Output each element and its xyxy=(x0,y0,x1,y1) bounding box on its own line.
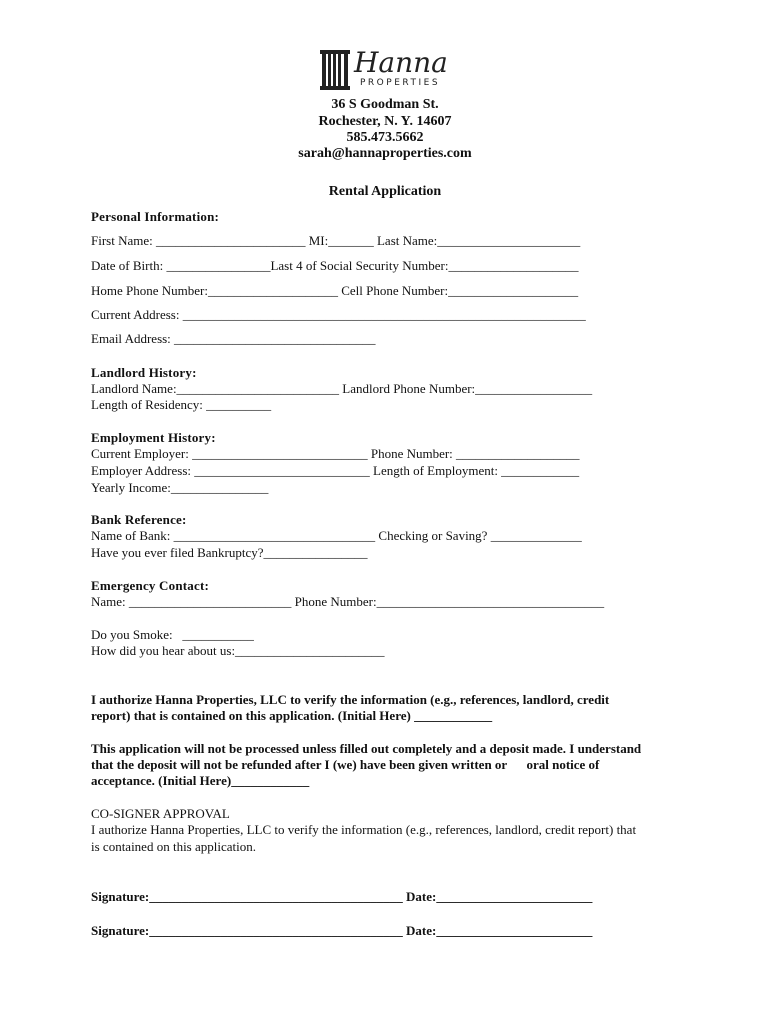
employment-heading: Employment History: xyxy=(91,430,216,445)
document-title: Rental Application xyxy=(328,184,442,199)
personal-dob-ssn-line[interactable]: Date of Birth: ________________Last 4 of Social Security Number:____________________ xyxy=(91,258,579,273)
emergency-heading: Emergency Contact: xyxy=(91,578,210,593)
bank-name-line[interactable]: Name of Bank: _______________________________ Checking or Saving? ______________ xyxy=(91,528,582,543)
signature-line[interactable]: Signature:_______________________________________ Date:________________________ xyxy=(91,889,593,904)
employment-address-line[interactable]: Employer Address: ___________________________ Length of Employment: ____________ xyxy=(91,463,580,478)
smoke-line[interactable]: Do you Smoke: ___________ xyxy=(91,627,254,642)
personal-phone-line[interactable]: Home Phone Number:____________________ Cell Phone Number:____________________ xyxy=(91,283,579,298)
company-logo xyxy=(320,46,455,92)
landlord-name-line[interactable]: Landlord Name:_________________________ Landlord Phone Number:__________________ xyxy=(91,381,593,396)
personal-name-line[interactable]: First Name: _______________________ MI:_______ Last Name:______________________ xyxy=(91,233,581,248)
cosigner-heading: CO-SIGNER APPROVAL xyxy=(91,806,230,821)
logo-subtitle: PROPERTIES xyxy=(360,78,441,88)
address-line-1: 36 S Goodman St. xyxy=(331,97,439,112)
authorize-line-1: I authorize Hanna Properties, LLC to verify the information (e.g., references, landlord, credit xyxy=(91,692,610,707)
phone-number: 585.473.5662 xyxy=(346,130,424,145)
processing-line-1: This application will not be processed unless filled out completely and a deposit made. I understand xyxy=(91,741,642,756)
processing-line-3[interactable]: acceptance. (Initial Here)____________ xyxy=(91,773,310,788)
bank-heading: Bank Reference: xyxy=(91,512,187,527)
personal-info-heading: Personal Information: xyxy=(91,209,220,224)
logo-name: Hanna xyxy=(354,46,448,79)
personal-address-line[interactable]: Current Address: ______________________________________________________________ xyxy=(91,307,586,322)
authorize-line-2[interactable]: report) that is contained on this application. (Initial Here) ____________ xyxy=(91,708,493,723)
landlord-heading: Landlord History: xyxy=(91,365,197,380)
referral-line[interactable]: How did you hear about us:_______________________ xyxy=(91,643,385,658)
hanna-pillars-logo-icon xyxy=(320,50,350,90)
personal-email-line[interactable]: Email Address: _______________________________ xyxy=(91,331,376,346)
cosigner-line-2: is contained on this application. xyxy=(91,839,256,854)
email-address: sarah@hannaproperties.com xyxy=(298,146,472,161)
employment-income-line[interactable]: Yearly Income:_______________ xyxy=(91,480,269,495)
employment-employer-line[interactable]: Current Employer: ___________________________ Phone Number: ___________________ xyxy=(91,446,580,461)
processing-line-2: that the deposit will not be refunded after I (we) have been given written or oral notice of xyxy=(91,757,600,772)
landlord-residency-line[interactable]: Length of Residency: __________ xyxy=(91,397,272,412)
signature-line[interactable]: Signature:_______________________________________ Date:________________________ xyxy=(91,923,593,938)
emergency-contact-line[interactable]: Name: _________________________ Phone Number:___________________________________ xyxy=(91,594,605,609)
cosigner-line-1: I authorize Hanna Properties, LLC to verify the information (e.g., references, landlord, credit report) that xyxy=(91,822,637,837)
bankruptcy-line[interactable]: Have you ever filed Bankruptcy?________________ xyxy=(91,545,368,560)
address-line-2: Rochester, N. Y. 14607 xyxy=(318,114,452,129)
